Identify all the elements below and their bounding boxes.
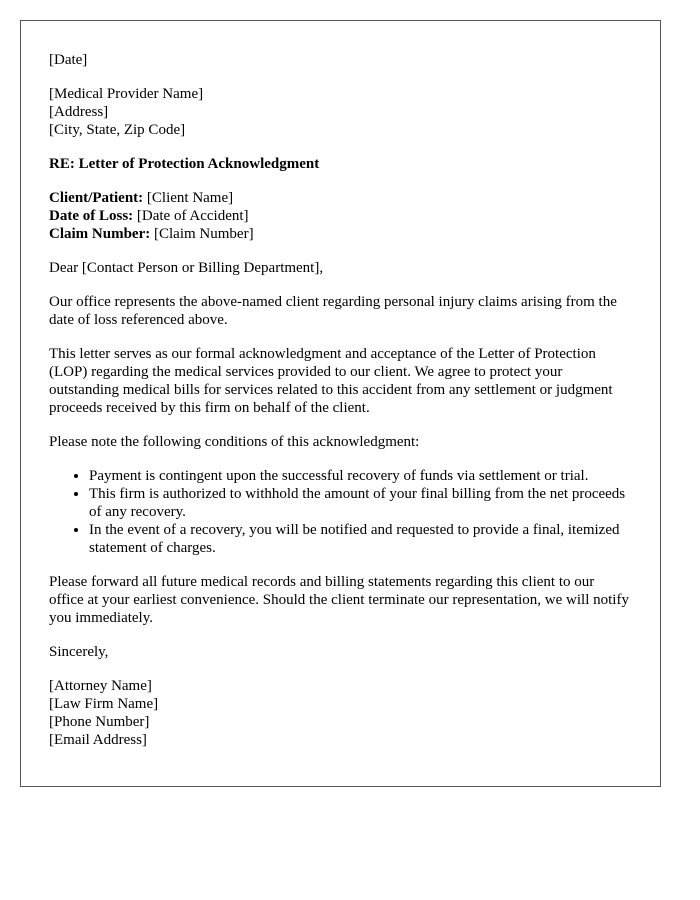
claim-number-label: Claim Number:	[49, 226, 151, 242]
claim-details	[49, 189, 632, 243]
list-item: • This firm is authorized to withhold the amount of your final billing from the net proceeds of any recovery.	[89, 485, 632, 521]
firm-name: [Law Firm Name]	[49, 696, 159, 712]
recipient-city: [City, State, Zip Code]	[49, 122, 186, 138]
list-item: • Payment is contingent upon the successful recovery of funds via settlement or trial.	[89, 467, 632, 485]
client-value: [Client Name]	[143, 190, 234, 206]
attorney-name: [Attorney Name]	[49, 678, 152, 694]
date-of-loss-label: Date of Loss:	[49, 208, 134, 224]
date: [Date]	[49, 52, 88, 68]
claim-number-value: [Claim Number]	[150, 226, 254, 242]
conditions-list	[49, 467, 632, 557]
client-label: Client/Patient:	[49, 190, 144, 206]
date-of-loss-value: [Date of Accident]	[133, 208, 249, 224]
closing-paragraph: Please forward all future medical records and billing statements regarding this client to our office at your earliest convenience. Should the client terminate our representation, we will notify you immediately.	[49, 574, 629, 626]
signature-block	[49, 677, 632, 749]
phone-number: [Phone Number]	[49, 714, 150, 730]
list-item: • In the event of a recovery, you will be notified and requested to provide a final, itemized statement of charges.	[89, 521, 632, 557]
email-address: [Email Address]	[49, 732, 147, 748]
recipient-block	[49, 85, 632, 139]
subject: RE: Letter of Protection Acknowledgment	[49, 156, 320, 172]
recipient-name: [Medical Provider Name]	[49, 86, 204, 102]
recipient-address: [Address]	[49, 104, 109, 120]
paragraph: This letter serves as our formal acknowledgment and acceptance of the Letter of Protection (LOP) regarding the medical services provided to our client. We agree to protect your outstanding medical bills for services related to this accident from any settlement or judgment proceeds received by this firm on behalf of the client.	[49, 346, 613, 416]
paragraph: Our office represents the above-named client regarding personal injury claims arising from the date of loss referenced above.	[49, 294, 617, 328]
paragraph: Please note the following conditions of this acknowledgment:	[49, 434, 420, 450]
salutation: Dear [Contact Person or Billing Department],	[49, 260, 324, 276]
letter	[20, 20, 661, 787]
subject-line	[49, 155, 632, 173]
signoff: Sincerely,	[49, 644, 109, 660]
